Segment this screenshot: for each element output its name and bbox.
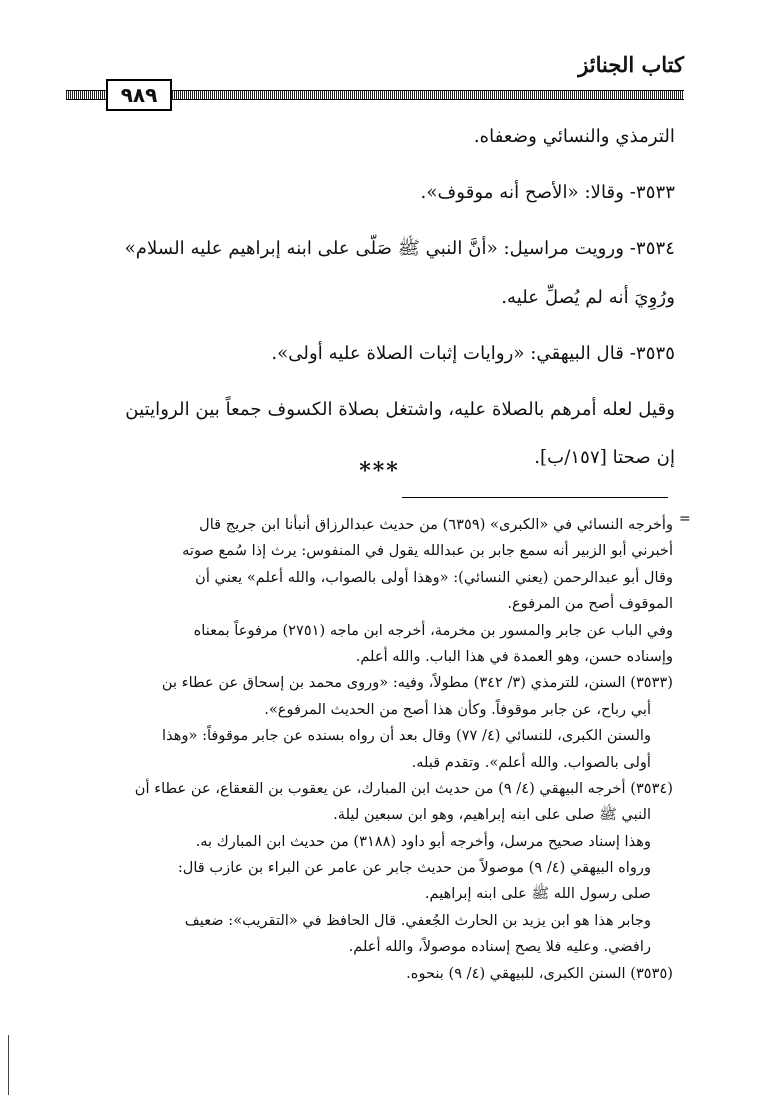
main-line: وقيل لعله أمرهم بالصلاة عليه، واشتغل بصلاة الكسوف جمعاً بين الروايتين — [125, 399, 675, 421]
main-line: الترمذي والنسائي وضعفاه. — [473, 126, 675, 147]
footnotes — [73, 512, 673, 987]
footnote-continuation-marker: = — [679, 511, 691, 527]
footnote-line: وفي الباب عن جابر والمسور بن مخرمة، أخرجه ابن ماجه (٢٧٥١) مرفوعاً بمعناه — [193, 621, 673, 639]
scan-edge-line — [8, 1035, 9, 1095]
footnote-line: وهذا إسناد صحيح مرسل، وأخرجه أبو داود (٣١٨٨) من حديث ابن المبارك به. — [195, 832, 651, 850]
footnote-3533: (٣٥٣٣) السنن، للترمذي (٣/ ٣٤٢) مطولاً، وفيه: «وروى محمد بن إسحاق عن عطاء بن — [161, 674, 673, 692]
footnote-line: أبي رباح، عن جابر موقوفاً. وكأن هذا أصح من الحديث المرفوع». — [264, 700, 651, 718]
footnote-3535: (٣٥٣٥) السنن الكبرى، للبيهقي (٤/ ٩) بنحوه. — [406, 964, 673, 982]
hadith-3534: ٣٥٣٤- ورويت مراسيل: «أنَّ النبي ﷺ صَلّى على ابنه إبراهيم عليه السلام» — [124, 238, 675, 260]
footnote-line: أخبرني أبو الزبير أنه سمع جابر بن عبدالله يقول في المنفوس: يرث إذا سُمع صوته — [182, 542, 673, 560]
section-separator: *** — [359, 458, 400, 484]
footnote-line: وقال أبو عبدالرحمن (يعني النسائي): «وهذا أولى بالصواب، والله أعلم» يعني أن — [195, 568, 673, 586]
footnote-line: الموقوف أصح من المرفوع. — [507, 595, 673, 613]
footnote-line: أولى بالصواب. والله أعلم». وتقدم قبله. — [411, 753, 651, 771]
running-header — [66, 52, 684, 107]
chapter-title: كتاب الجنائز — [578, 52, 684, 77]
footnote-line: والسنن الكبرى، للنسائي (٤/ ٧٧) وقال بعد أن رواه بسنده عن جابر موقوفاً: «وهذا — [162, 727, 651, 745]
footnote-line: وجابر هذا هو ابن يزيد بن الحارث الجُعفي. قال الحافظ في «التقريب»: ضعيف — [184, 911, 651, 929]
footnote-line: وإسناده حسن، وهو العمدة في هذا الباب. والله أعلم. — [355, 647, 673, 665]
main-text — [80, 128, 675, 467]
footnote-line: ورواه البيهقي (٤/ ٩) موصولاً من حديث جابر عن عامر عن البراء بن عازب قال: — [177, 859, 651, 877]
footnote-line: وأخرجه النسائي في «الكبرى» (٦٣٥٩) من حديث عبدالرزاق أنبأنا ابن جريج قال — [199, 516, 673, 533]
hadith-3533: ٣٥٣٣- وقالا: «الأصح أنه موقوف». — [420, 182, 675, 204]
footnote-divider — [402, 497, 668, 498]
footnote-line: النبي ﷺ صلى على ابنه إبراهيم، وهو ابن سبعين ليلة. — [333, 806, 651, 824]
footnote-line: صلى رسول الله ﷺ على ابنه إبراهيم. — [424, 885, 651, 903]
hadith-3535: ٣٥٣٥- قال البيهقي: «روايات إثبات الصلاة عليه أولى». — [271, 342, 675, 364]
footnote-3534: (٣٥٣٤) أخرجه البيهقي (٤/ ٩) من حديث ابن المبارك، عن يعقوب بن القعقاع، عن عطاء أن — [134, 779, 673, 797]
main-line: إن صحتا [١٥٧/ب]. — [534, 447, 675, 469]
main-line: ورُوِيَ أنه لم يُصلِّ عليه. — [501, 286, 675, 308]
page-number: ٩٨٩ — [106, 79, 172, 111]
footnote-line: رافضي. وعليه فلا يصح إسناده موصولاً، والله أعلم. — [348, 938, 651, 956]
